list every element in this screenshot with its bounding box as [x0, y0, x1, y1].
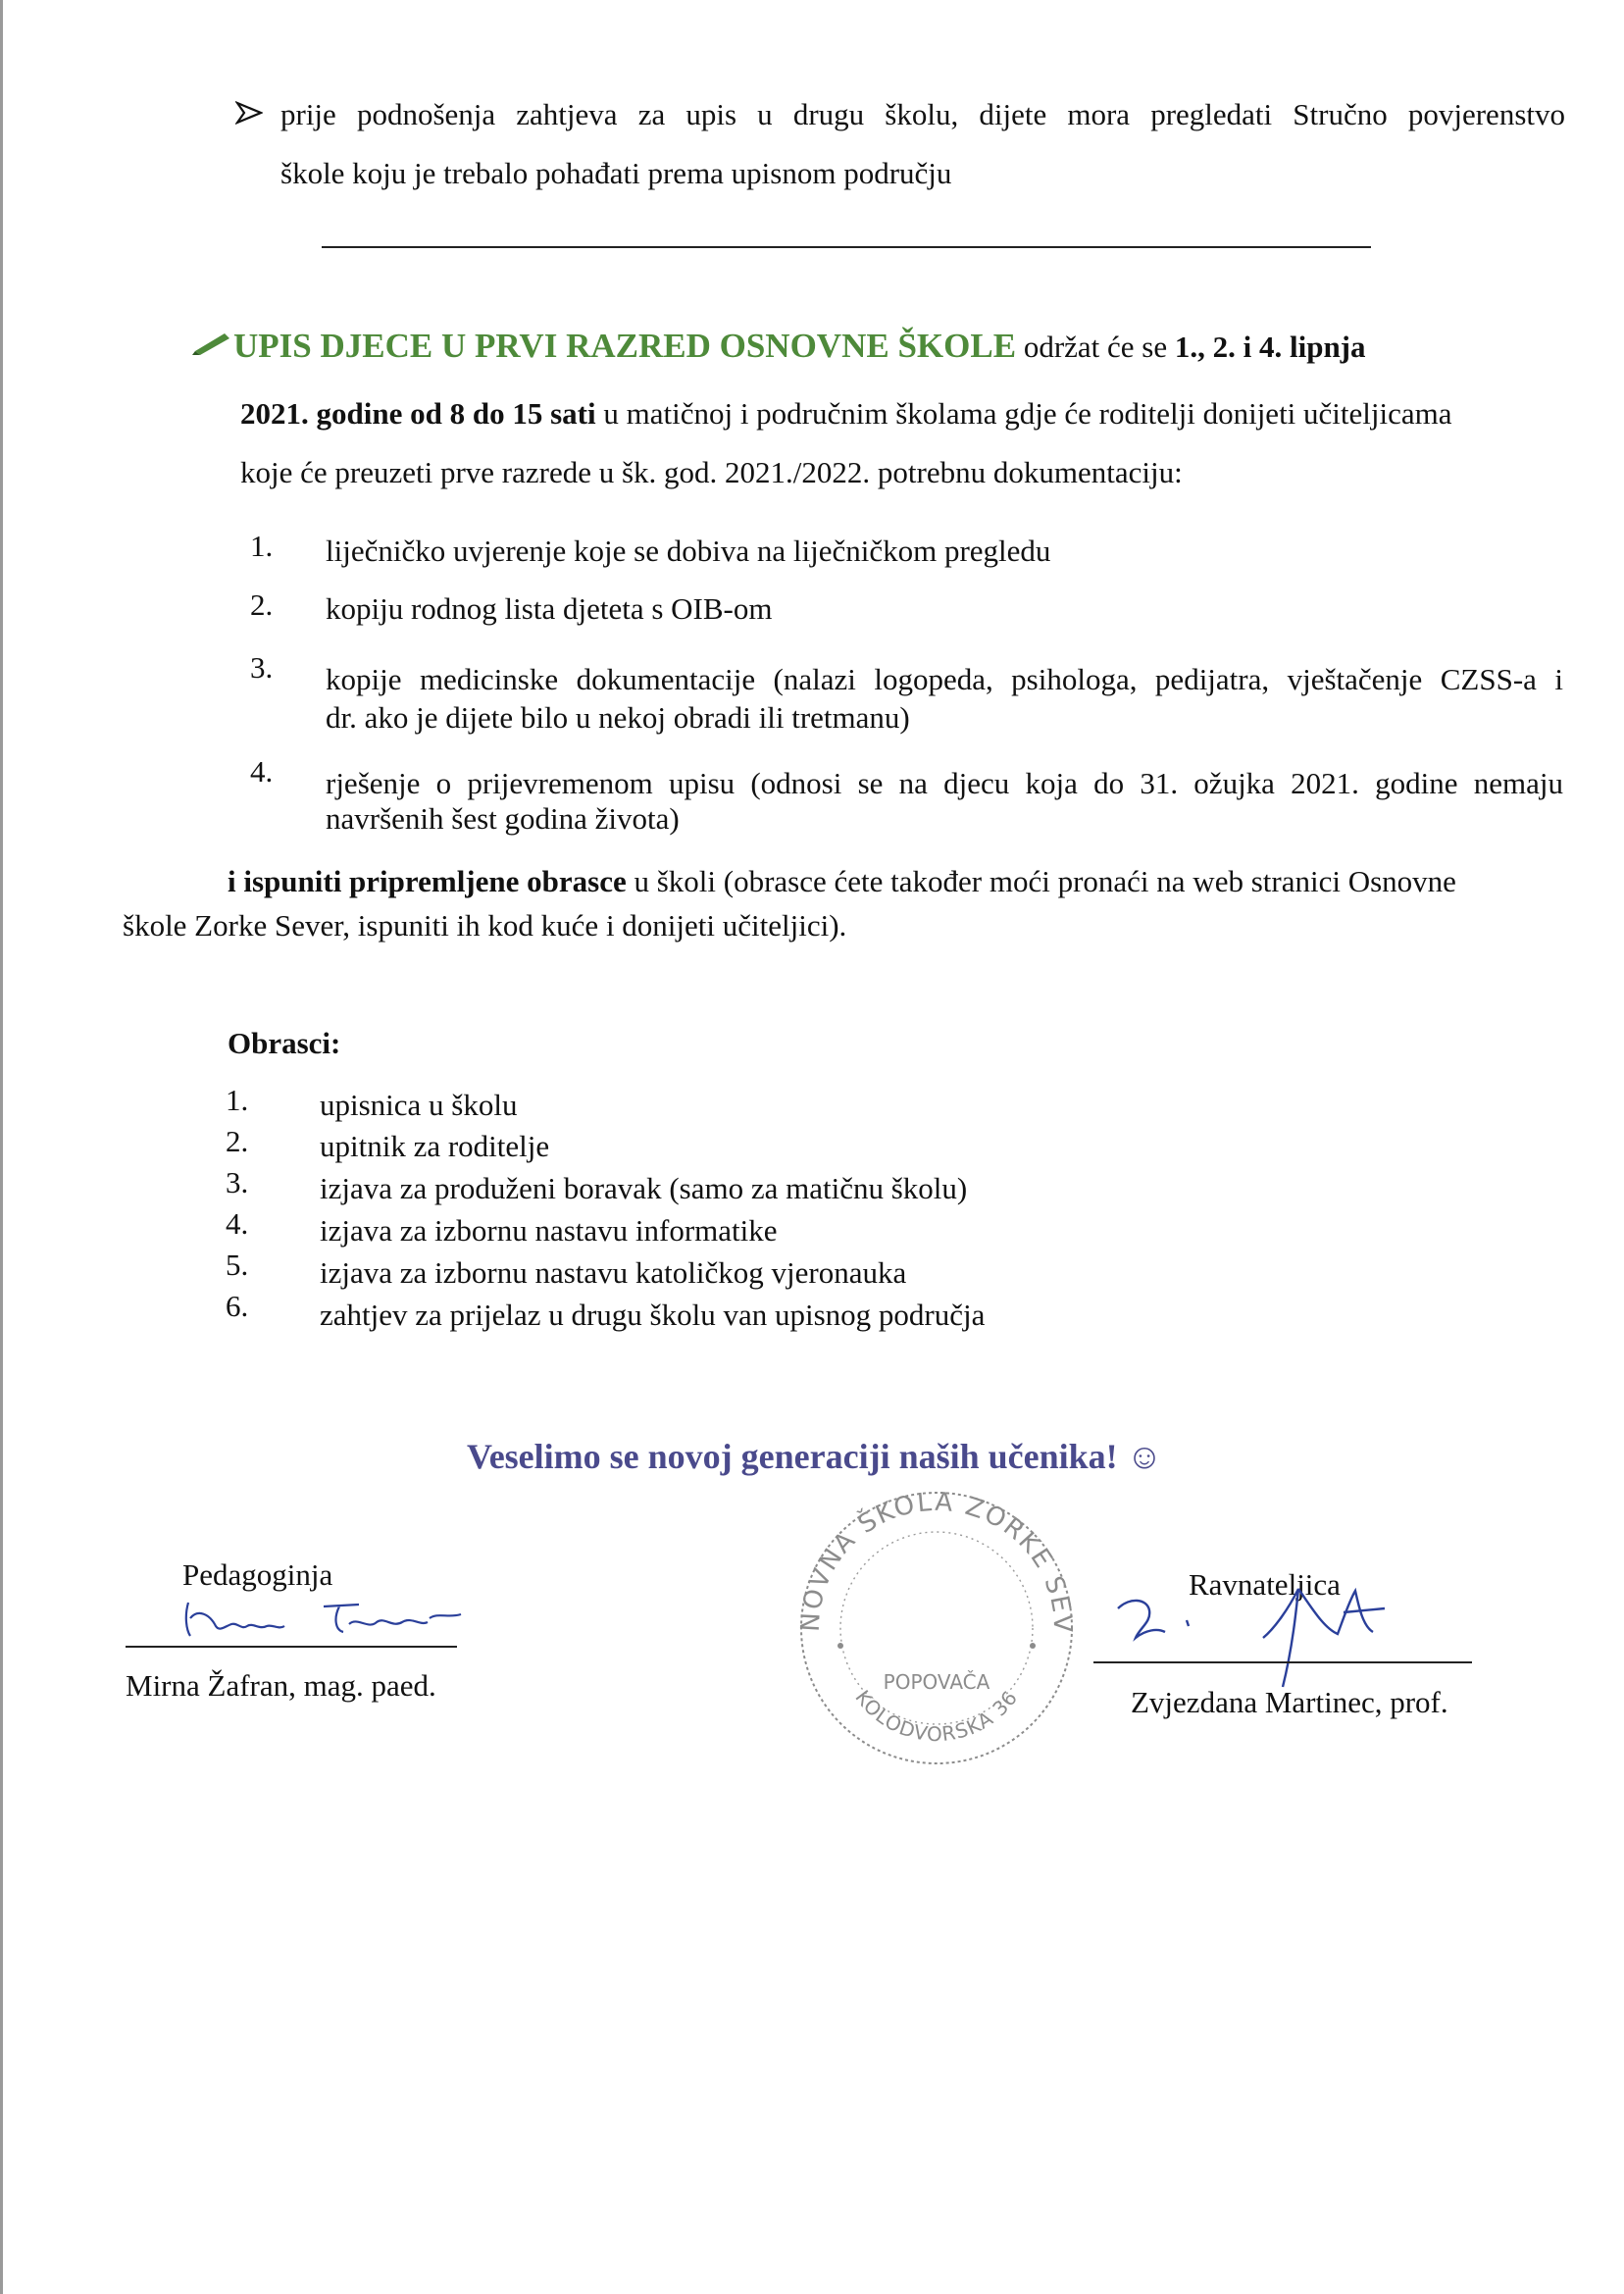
arrowhead-bullet-icon [235, 100, 265, 129]
left-signature-line [126, 1646, 457, 1648]
form-item: izjava za izbornu nastavu informatike [320, 1213, 778, 1248]
form-number: 3. [226, 1165, 249, 1199]
announcement-time: 2021. godine od 8 do 15 sati [240, 396, 596, 431]
intro-bullet-line2: škole koju je trebalo pohađati prema upisnom području [280, 156, 952, 190]
closing-slogan: Veselimo se novoj generaciji naših učenika! ☺ [467, 1437, 1163, 1476]
left-signatory-name: Mirna Žafran, mag. paed. [126, 1668, 436, 1703]
stamp-street: KOLODVORSKA 36 [850, 1685, 1023, 1747]
right-signatory-role: Ravnateljica [1189, 1567, 1341, 1602]
form-number: 1. [226, 1083, 249, 1117]
announcement-location: u matičnoj i područnim školama gdje će roditelji donijeti učiteljicama [595, 396, 1452, 431]
form-number: 6. [226, 1289, 249, 1323]
document-number: 3. [250, 650, 274, 685]
stamp-city: POPOVAČA [883, 1670, 990, 1694]
right-handwritten-signature [1116, 1569, 1479, 1697]
document-item: rješenje o prijevremenom upisu (odnosi se na djecu koja do 31. ožujka 2021. godine nemaju [326, 766, 1563, 800]
forms-note-line1 [228, 863, 1456, 901]
document-number: 1. [250, 529, 274, 563]
form-number: 5. [226, 1248, 249, 1282]
right-signature-line [1093, 1661, 1472, 1663]
form-item: izjava za produženi boravak (samo za matičnu školu) [320, 1171, 968, 1205]
left-signatory-role: Pedagoginja [182, 1557, 333, 1592]
form-item: zahtjev za prijelaz u drugu školu van upisnog područja [320, 1298, 986, 1332]
school-stamp [780, 1471, 1093, 1765]
document-item-continued: dr. ako je dijete bilo u nekoj obradi ili tretmanu) [326, 700, 910, 735]
intro-bullet-line1: prije podnošenja zahtjeva za upis u drugu školu, dijete mora pregledati Stručno povjerenstvo [280, 97, 1565, 131]
forms-note-rest: u školi (obrasce ćete također moći pronaći na web stranici Osnovne [626, 864, 1456, 898]
announcement-title: UPIS DJECE U PRVI RAZRED OSNOVNE ŠKOLE [233, 327, 1017, 365]
document-number: 2. [250, 587, 274, 622]
form-number: 4. [226, 1206, 249, 1241]
forms-heading: Obrasci: [228, 1026, 341, 1060]
left-handwritten-signature [177, 1597, 471, 1646]
form-item: upitnik za roditelje [320, 1129, 550, 1163]
document-number: 4. [250, 754, 274, 789]
form-number: 2. [226, 1124, 249, 1158]
announcement-dates: 1., 2. i 4. lipnja [1174, 330, 1366, 364]
svg-text:KOLODVORSKA 36 [850, 1686, 1022, 1746]
forms-note-line2: škole Zorke Sever, ispuniti ih kod kuće i donijeti učiteljici). [123, 908, 847, 943]
form-item: upisnica u školu [320, 1088, 518, 1122]
scan-edge [0, 0, 3, 2294]
document-item: liječničko uvjerenje koje se dobiva na liječničkom pregledu [326, 534, 1051, 568]
stamp-ring-text: NOVNA ŠKOLA ZORKE SEV [795, 1487, 1078, 1635]
form-item: izjava za izbornu nastavu katoličkog vjeronauka [320, 1255, 907, 1290]
document-item: kopije medicinske dokumentacije (nalazi logopeda, psihologa, pedijatra, vještačenje CZSS-a i [326, 662, 1563, 696]
document-item-continued: navršenih šest godina života) [326, 801, 680, 836]
pencil-icon [191, 330, 234, 357]
svg-text:OSNOVNA ŠKOLA ZORKE SEVER [780, 1471, 1077, 1635]
announcement-line2 [240, 395, 1452, 433]
document-item: kopiju rodnog lista djeteta s OIB-om [326, 591, 773, 626]
right-signatory-name: Zvjezdana Martinec, prof. [1131, 1685, 1448, 1719]
announcement-line3: koje će preuzeti prve razrede u šk. god. 2021./2022. potrebnu dokumentaciju: [240, 455, 1183, 489]
section-divider [322, 246, 1371, 248]
announcement-line1 [233, 327, 1567, 367]
forms-note-bold: i ispuniti pripremljene obrasce [228, 864, 627, 898]
announcement-after-title: održat će se [1016, 330, 1175, 364]
